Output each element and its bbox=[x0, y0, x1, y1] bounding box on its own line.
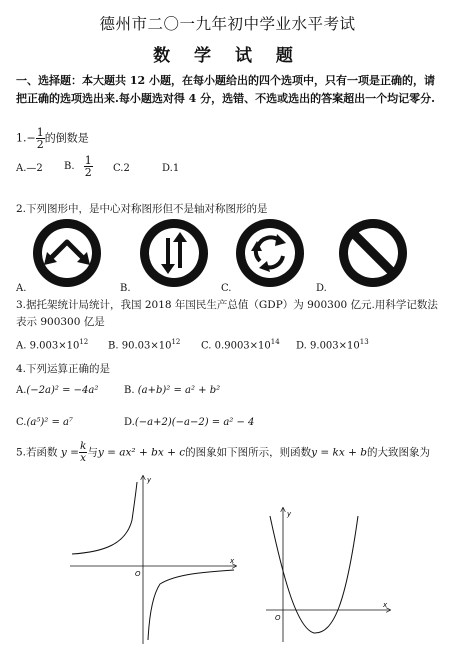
question-5-stem bbox=[16, 441, 430, 464]
q3-option-b bbox=[108, 338, 180, 351]
q3-option-a-exp: 12 bbox=[79, 338, 89, 346]
q3-option-c bbox=[201, 338, 280, 351]
q4-option-b-expr: (a+b)² = a² + b² bbox=[137, 385, 221, 396]
x-axis-label: x bbox=[383, 601, 388, 609]
exam-title: 德州市二〇一九年初中学业水平考试 bbox=[99, 15, 356, 33]
q4-option-b bbox=[124, 385, 220, 396]
q3-option-c-exp: 14 bbox=[270, 338, 280, 346]
q3-option-c-value: 0.9003×10 bbox=[214, 340, 271, 352]
sign-b-icon bbox=[137, 216, 211, 290]
q1-option-d: D.1 bbox=[162, 163, 180, 174]
q4-option-a bbox=[16, 385, 98, 396]
q4-option-c bbox=[16, 417, 73, 428]
q1-option-b-den: 2 bbox=[84, 166, 92, 179]
q4-option-c-expr: (a⁵)² = a⁷ bbox=[26, 417, 73, 428]
q3-option-d-label: D. bbox=[296, 340, 307, 352]
q3-option-b-exp: 12 bbox=[171, 338, 181, 346]
parabola-graph bbox=[262, 502, 396, 644]
q1-prefix: 1. bbox=[16, 131, 27, 145]
q1-option-a: A.—2 bbox=[16, 163, 43, 174]
q1-numerator: 1 bbox=[36, 126, 44, 139]
q5-x: x bbox=[80, 452, 87, 464]
q5-prefix: 5.若函数 bbox=[16, 446, 58, 459]
q5-rest: 的图象如下图所示，则函数 bbox=[185, 446, 312, 459]
q3-option-b-value: 90.03×10 bbox=[121, 340, 172, 352]
hyperbola-graph bbox=[64, 470, 244, 650]
q1-option-b-fraction bbox=[84, 155, 93, 178]
hyperbola-branch-right bbox=[148, 570, 234, 640]
q1-fraction bbox=[36, 127, 45, 150]
q4-option-d-label: D. bbox=[124, 417, 135, 428]
origin-label: O bbox=[275, 614, 281, 622]
q3-option-a bbox=[16, 338, 88, 351]
q5-k: k bbox=[79, 440, 87, 452]
y-axis-label: y bbox=[147, 476, 152, 484]
origin-label: O bbox=[135, 570, 141, 578]
q3-option-a-value: 9.003×10 bbox=[29, 340, 80, 352]
q2-label-a: A. bbox=[16, 283, 27, 294]
q1-option-b-label: B. bbox=[64, 161, 75, 172]
section-intro: 一、选择题：本大题共 12 小题，在每小题给出的四个选项中，只有一项是正确的，请把正确的选项选出来.每小题选对得 4 分，选错、不选或选出的答案超出一个均记零分. bbox=[16, 74, 435, 105]
q5-mid: 与 bbox=[87, 446, 98, 459]
hyperbola-branch-left bbox=[72, 482, 137, 554]
q1-option-c: C.2 bbox=[113, 163, 130, 174]
q1-suffix: 的倒数是 bbox=[44, 131, 89, 145]
q4-option-d-expr: (−a+2)(−a−2) = a² − 4 bbox=[134, 417, 255, 428]
q3-option-b-label: B. bbox=[108, 340, 119, 352]
q4-option-d bbox=[124, 417, 254, 428]
sign-a-icon bbox=[30, 216, 104, 290]
question-1-stem bbox=[16, 127, 89, 150]
q3-option-d-exp: 13 bbox=[359, 338, 369, 346]
q4-option-a-label: A. bbox=[16, 385, 27, 396]
q5-end: 的大致图象为 bbox=[367, 446, 430, 459]
q3-option-a-label: A. bbox=[16, 340, 27, 352]
q1-option-b bbox=[64, 155, 93, 178]
q2-label-c: C. bbox=[221, 283, 232, 294]
q1-option-b-num: 1 bbox=[84, 154, 92, 167]
q3-option-c-label: C. bbox=[201, 340, 212, 352]
question-2-stem: 2.下列图形中，是中心对称图形但不是轴对称图形的是 bbox=[16, 203, 268, 215]
question-3-stem: 3.据托架统计局统计，我国 2018 年国民生产总值（GDP）为 900300 亿元.用科学记数法表示 900300 亿是 bbox=[16, 299, 438, 328]
q5-quadratic: y = ax² + bx + c bbox=[97, 446, 186, 459]
q4-option-a-expr: (−2a)² = −4a² bbox=[26, 385, 99, 396]
y-axis-label: y bbox=[287, 510, 292, 518]
q4-option-c-label: C. bbox=[16, 417, 27, 428]
q5-linear: y = kx + b bbox=[311, 446, 367, 459]
q5-y-eq: y = bbox=[60, 446, 79, 459]
q4-option-b-label: B. bbox=[124, 385, 135, 396]
q1-sign: − bbox=[26, 131, 36, 145]
sign-c-icon bbox=[233, 216, 307, 290]
x-axis-label: x bbox=[230, 557, 235, 565]
q3-option-d-value: 9.003×10 bbox=[310, 340, 360, 352]
sign-d-icon bbox=[336, 216, 410, 290]
q1-denominator: 2 bbox=[36, 138, 44, 151]
question-4-stem: 4.下列运算正确的是 bbox=[16, 363, 111, 375]
q2-label-b: B. bbox=[120, 283, 131, 294]
q3-option-d bbox=[296, 338, 369, 351]
q2-label-d: D. bbox=[316, 283, 327, 294]
subject-title: 数 学 试 题 bbox=[153, 46, 302, 66]
